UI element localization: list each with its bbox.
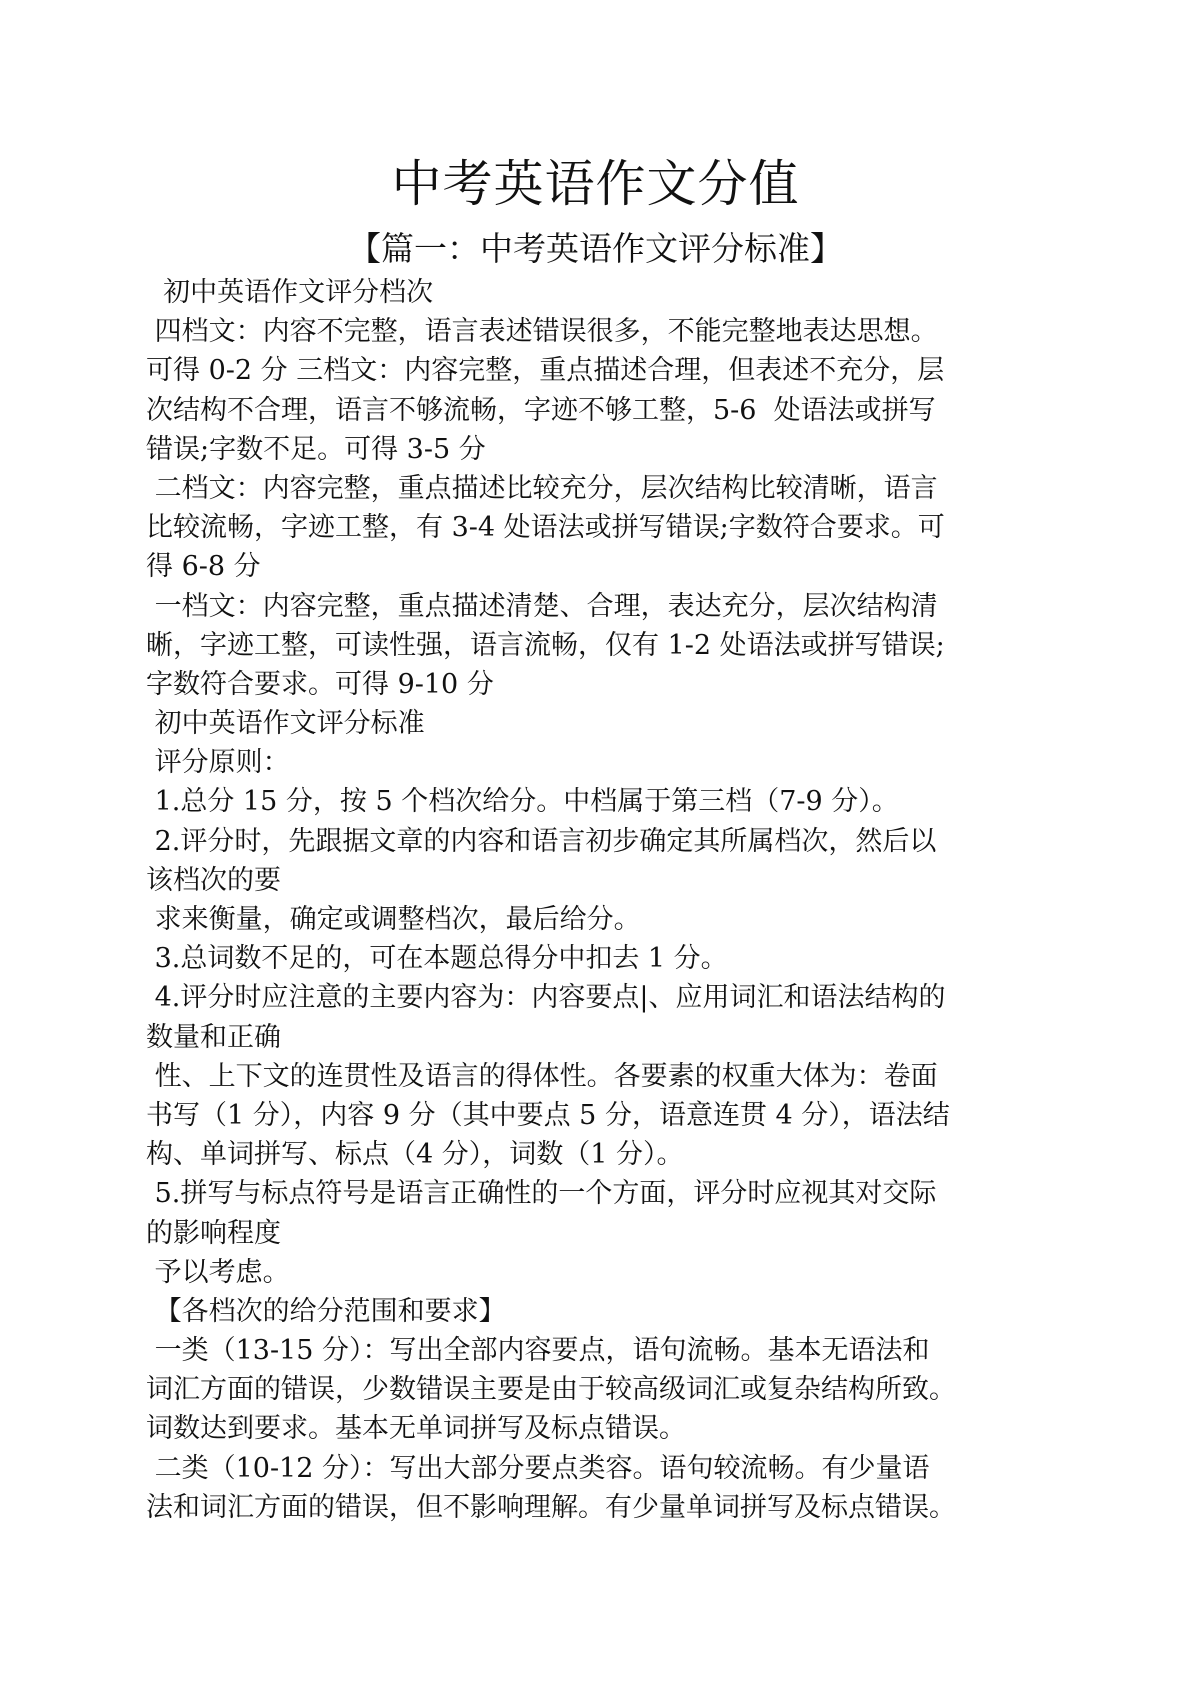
body-line: 4.评分时应注意的主要内容为：内容要点|、应用词汇和语法结构的	[146, 982, 946, 1014]
body-line: 次结构不合理，语言不够流畅，字迹不够工整，5-6 处语法或拼写	[146, 394, 936, 426]
body-line: 2.评分时，先跟据文章的内容和语言初步确定其所属档次，然后以	[146, 825, 937, 857]
body-line: 性、上下文的连贯性及语言的得体性。各要素的权重大体为：卷面	[146, 1060, 938, 1092]
body-line: 词汇方面的错误，少数错误主要是由于较高级词汇或复杂结构所致。	[146, 1374, 956, 1406]
body-line: 构、单词拼写、标点（4 分），词数（1 分）。	[146, 1139, 684, 1171]
body-line: 四档文：内容不完整，语言表述错误很多，不能完整地表达思想。	[146, 316, 938, 348]
body-line: 书写（1 分），内容 9 分（其中要点 5 分，语意连贯 4 分），语法结	[146, 1099, 950, 1131]
document-body	[146, 273, 1076, 1527]
body-line: 字数符合要求。可得 9-10 分	[146, 668, 494, 700]
body-line: 错误;字数不足。可得 3-5 分	[146, 433, 486, 465]
body-line: 予以考虑。	[146, 1256, 290, 1288]
document-title: 中考英语作文分值	[391, 154, 800, 213]
body-line: 评分原则：	[146, 747, 290, 779]
body-line: 初中英语作文评分标准	[146, 708, 425, 740]
body-line: 晰，字迹工整，可读性强，语言流畅，仅有 1-2 处语法或拼写错误;	[146, 629, 945, 661]
document-subtitle: 【篇一：中考英语作文评分标准】	[348, 229, 843, 269]
body-line: 二档文：内容完整，重点描述比较充分，层次结构比较清晰，语言	[146, 472, 938, 504]
body-line: 数量和正确	[146, 1021, 281, 1053]
body-line: 法和词汇方面的错误，但不影响理解。有少量单词拼写及标点错误。	[146, 1491, 956, 1523]
body-line: 的影响程度	[146, 1217, 281, 1249]
body-line: 可得 0-2 分 三档文：内容完整，重点描述合理，但表述不充分，层	[146, 355, 945, 387]
body-line: 词数达到要求。基本无单词拼写及标点错误。	[146, 1413, 686, 1445]
body-line: 求来衡量，确定或调整档次，最后给分。	[146, 904, 641, 935]
body-line: 1.总分 15 分，按 5 个档次给分。中档属于第三档（7-9 分）。	[146, 786, 899, 818]
body-line: 【各档次的给分范围和要求】	[146, 1295, 506, 1327]
body-line: 二类（10-12 分）：写出大部分要点类容。语句较流畅。有少量语	[146, 1452, 930, 1484]
body-line: 初中英语作文评分档次	[146, 277, 434, 308]
body-line: 得 6-8 分	[146, 551, 261, 583]
body-line: 3.总词数不足的，可在本题总得分中扣去 1 分。	[146, 943, 728, 975]
body-line: 5.拼写与标点符号是语言正确性的一个方面，评分时应视其对交际	[146, 1178, 937, 1210]
body-line: 一档文：内容完整，重点描述清楚、合理，表达充分，层次结构清	[146, 590, 938, 622]
body-line: 该档次的要	[146, 864, 281, 896]
body-line: 一类（13-15 分）：写出全部内容要点，语句流畅。基本无语法和	[146, 1335, 930, 1367]
body-line: 比较流畅，字迹工整，有 3-4 处语法或拼写错误;字数符合要求。可	[146, 512, 945, 544]
